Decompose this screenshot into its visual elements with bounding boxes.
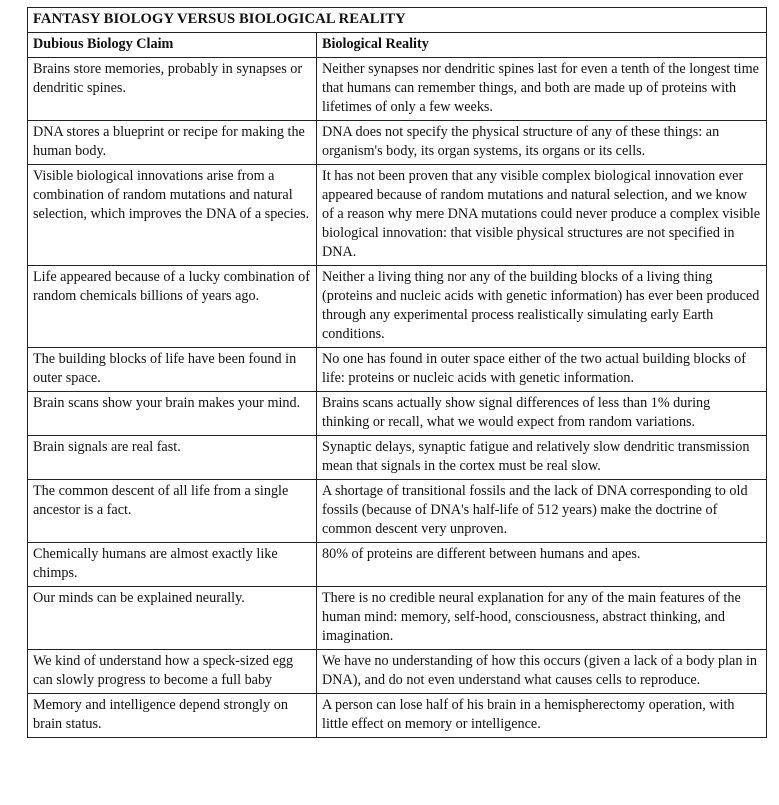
reality-cell: We have no understanding of how this occurs (given a lack of a body plan in DNA), and do not even understand what causes cells to reproduce.	[317, 650, 767, 694]
claim-cell: Life appeared because of a lucky combination of random chemicals billions of years ago.	[28, 266, 317, 348]
claim-cell: We kind of understand how a speck-sized egg can slowly progress to become a full baby	[28, 650, 317, 694]
claim-cell: Brain scans show your brain makes your mind.	[28, 392, 317, 436]
table-title: FANTASY BIOLOGY VERSUS BIOLOGICAL REALITY	[28, 8, 767, 33]
table-row	[28, 121, 767, 165]
reality-cell: Neither a living thing nor any of the building blocks of a living thing (proteins and nucleic acids with genetic information) has ever been produced through any experimental process realistically simulating early Earth conditions.	[317, 266, 767, 348]
reality-cell: No one has found in outer space either of the two actual building blocks of life: proteins or nucleic acids with genetic information.	[317, 348, 767, 392]
column-header-reality: Biological Reality	[317, 33, 767, 58]
claim-cell: Brains store memories, probably in synapses or dendritic spines.	[28, 58, 317, 121]
table-row	[28, 436, 767, 480]
table-row	[28, 392, 767, 436]
column-header-claim: Dubious Biology Claim	[28, 33, 317, 58]
reality-cell: A person can lose half of his brain in a hemispherectomy operation, with little effect on memory or intelligence.	[317, 694, 767, 738]
table-row	[28, 266, 767, 348]
claim-cell: The building blocks of life have been found in outer space.	[28, 348, 317, 392]
claim-cell: Visible biological innovations arise from a combination of random mutations and natural selection, which improves the DNA of a species.	[28, 165, 317, 266]
reality-cell: DNA does not specify the physical structure of any of these things: an organism's body, its organ systems, its organs or its cells.	[317, 121, 767, 165]
table-row	[28, 694, 767, 738]
table-row	[28, 165, 767, 266]
claim-cell: Brain signals are real fast.	[28, 436, 317, 480]
claim-cell: Memory and intelligence depend strongly on brain status.	[28, 694, 317, 738]
table-row	[28, 587, 767, 650]
reality-cell: A shortage of transitional fossils and the lack of DNA corresponding to old fossils (because of DNA's half-life of 512 years) make the doctrine of common descent very unproven.	[317, 480, 767, 543]
table-row	[28, 58, 767, 121]
header-row	[28, 33, 767, 58]
claim-cell: DNA stores a blueprint or recipe for making the human body.	[28, 121, 317, 165]
reality-cell: There is no credible neural explanation for any of the main features of the human mind: memory, self-hood, consciousness, abstract thinking, and imagination.	[317, 587, 767, 650]
claim-cell: Our minds can be explained neurally.	[28, 587, 317, 650]
reality-cell: Brains scans actually show signal differences of less than 1% during thinking or recall, what we would expect from random variations.	[317, 392, 767, 436]
table-row	[28, 480, 767, 543]
table-row	[28, 348, 767, 392]
claim-cell: Chemically humans are almost exactly like chimps.	[28, 543, 317, 587]
reality-cell: It has not been proven that any visible complex biological innovation ever appeared because of random mutations and natural selection, and we know of a reason why mere DNA mutations could never produce a complex visible biological innovation: that visible physical structures are not specified in DNA.	[317, 165, 767, 266]
reality-cell: 80% of proteins are different between humans and apes.	[317, 543, 767, 587]
table-row	[28, 650, 767, 694]
table-row	[28, 543, 767, 587]
comparison-table	[27, 7, 767, 738]
title-row	[28, 8, 767, 33]
reality-cell: Neither synapses nor dendritic spines last for even a tenth of the longest time that humans can remember things, and both are made up of proteins with lifetimes of only a few weeks.	[317, 58, 767, 121]
claim-cell: The common descent of all life from a single ancestor is a fact.	[28, 480, 317, 543]
reality-cell: Synaptic delays, synaptic fatigue and relatively slow dendritic transmission mean that signals in the cortex must be real slow.	[317, 436, 767, 480]
